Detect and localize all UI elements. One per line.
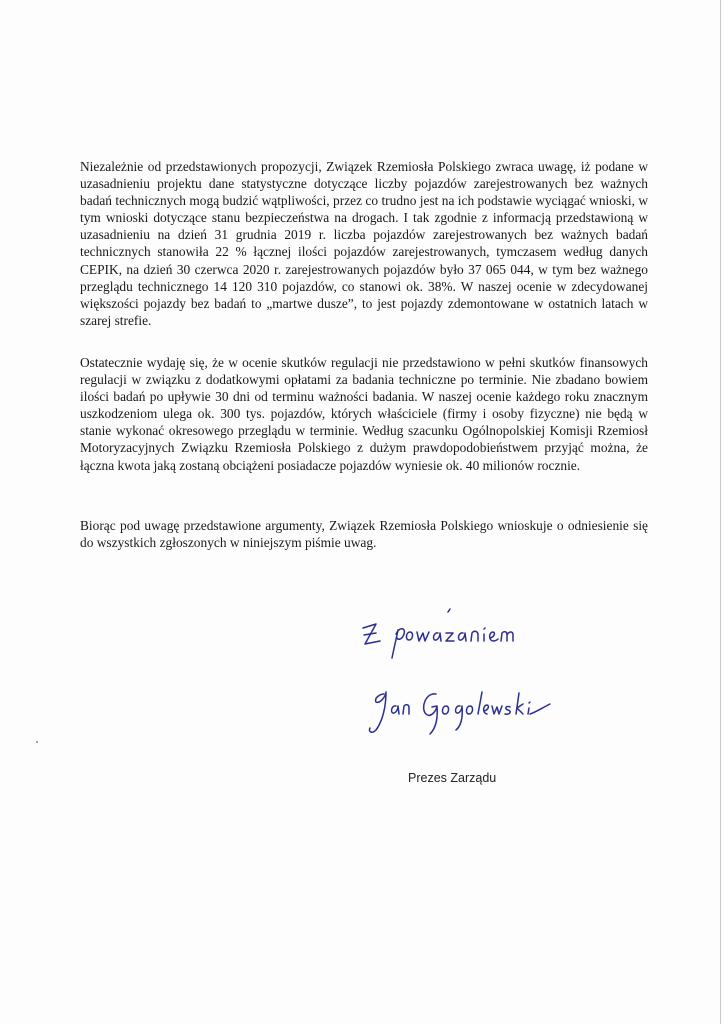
scan-edge-line <box>720 0 721 1024</box>
handwritten-closing <box>360 600 600 680</box>
paragraph-statistics: Niezależnie od przedstawionych propozycji, Związek Rzemiosła Polskiego zwraca uwagę, iż podane w uzasadnieniu projektu dane statystyczne dotyczące liczby pojazdów zarejestrowanych bez ważnych badań technicznych mogą budzić wątpliwości, przez co trudno jest na ich podstawie wyciągać wnioski, w tym wnioski dotyczące stanu bezpieczeństwa na drogach. I tak zgodnie z informacją przedstawioną w uzasadnieniu na dzień 31 grudnia 2019 r. liczba pojazdów zarejestrowanych bez ważnych badań technicznych stanowiła 22 % łącznej ilości pojazdów zarejestrowanych, tymczasem według danych CEPIK, na dzień 30 czerwca 2020 r. zarejestrowanych pojazdów było 37 065 044, w tym bez ważnego przeglądu technicznego 14 120 310 pojazdów, co stanowi ok. 38%. W naszej ocenie w zdecydowanej większości pojazdy bez badań to „martwe dusze”, to jest pojazdy zdemontowane w ostatnich latach w szarej strefie. <box>80 159 648 328</box>
signatory-role: Prezes Zarządu <box>408 771 497 785</box>
signature-block <box>360 600 600 800</box>
handwritten-signature <box>360 678 600 758</box>
paragraph-conclusion: Biorąc pod uwagę przedstawione argumenty, Związek Rzemiosła Polskiego wnioskuje o odniesienie się do wszystkich zgłoszonych w niniejszym piśmie uwag. <box>80 518 648 551</box>
paragraph-financial-effects: Ostatecznie wydaję się, że w ocenie skutków regulacji nie przedstawiono w pełni skutków finansowych regulacji w związku z dodatkowymi opłatami za badania techniczne po terminie. Nie zbadano bowiem ilości badań po upływie 30 dni od terminu ważności badania. W naszej ocenie każdego roku znacznym uszkodzeniom ulega ok. 300 tys. pojazdów, których właściciele (firmy i osoby fizyczne) nie będą w stanie wykonać okresowego przeglądu w terminie. Według szacunku Ogólnopolskiej Komisji Rzemiosł Motoryzacyjnych Związku Rzemiosła Polskiego z dużym prawdopodobieństwem przyjąć można, że łączna kwota jaką zostaną obciążeni posiadacze pojazdów wyniesie ok. 40 milionów rocznie. <box>80 355 648 473</box>
scan-speck <box>36 741 38 743</box>
